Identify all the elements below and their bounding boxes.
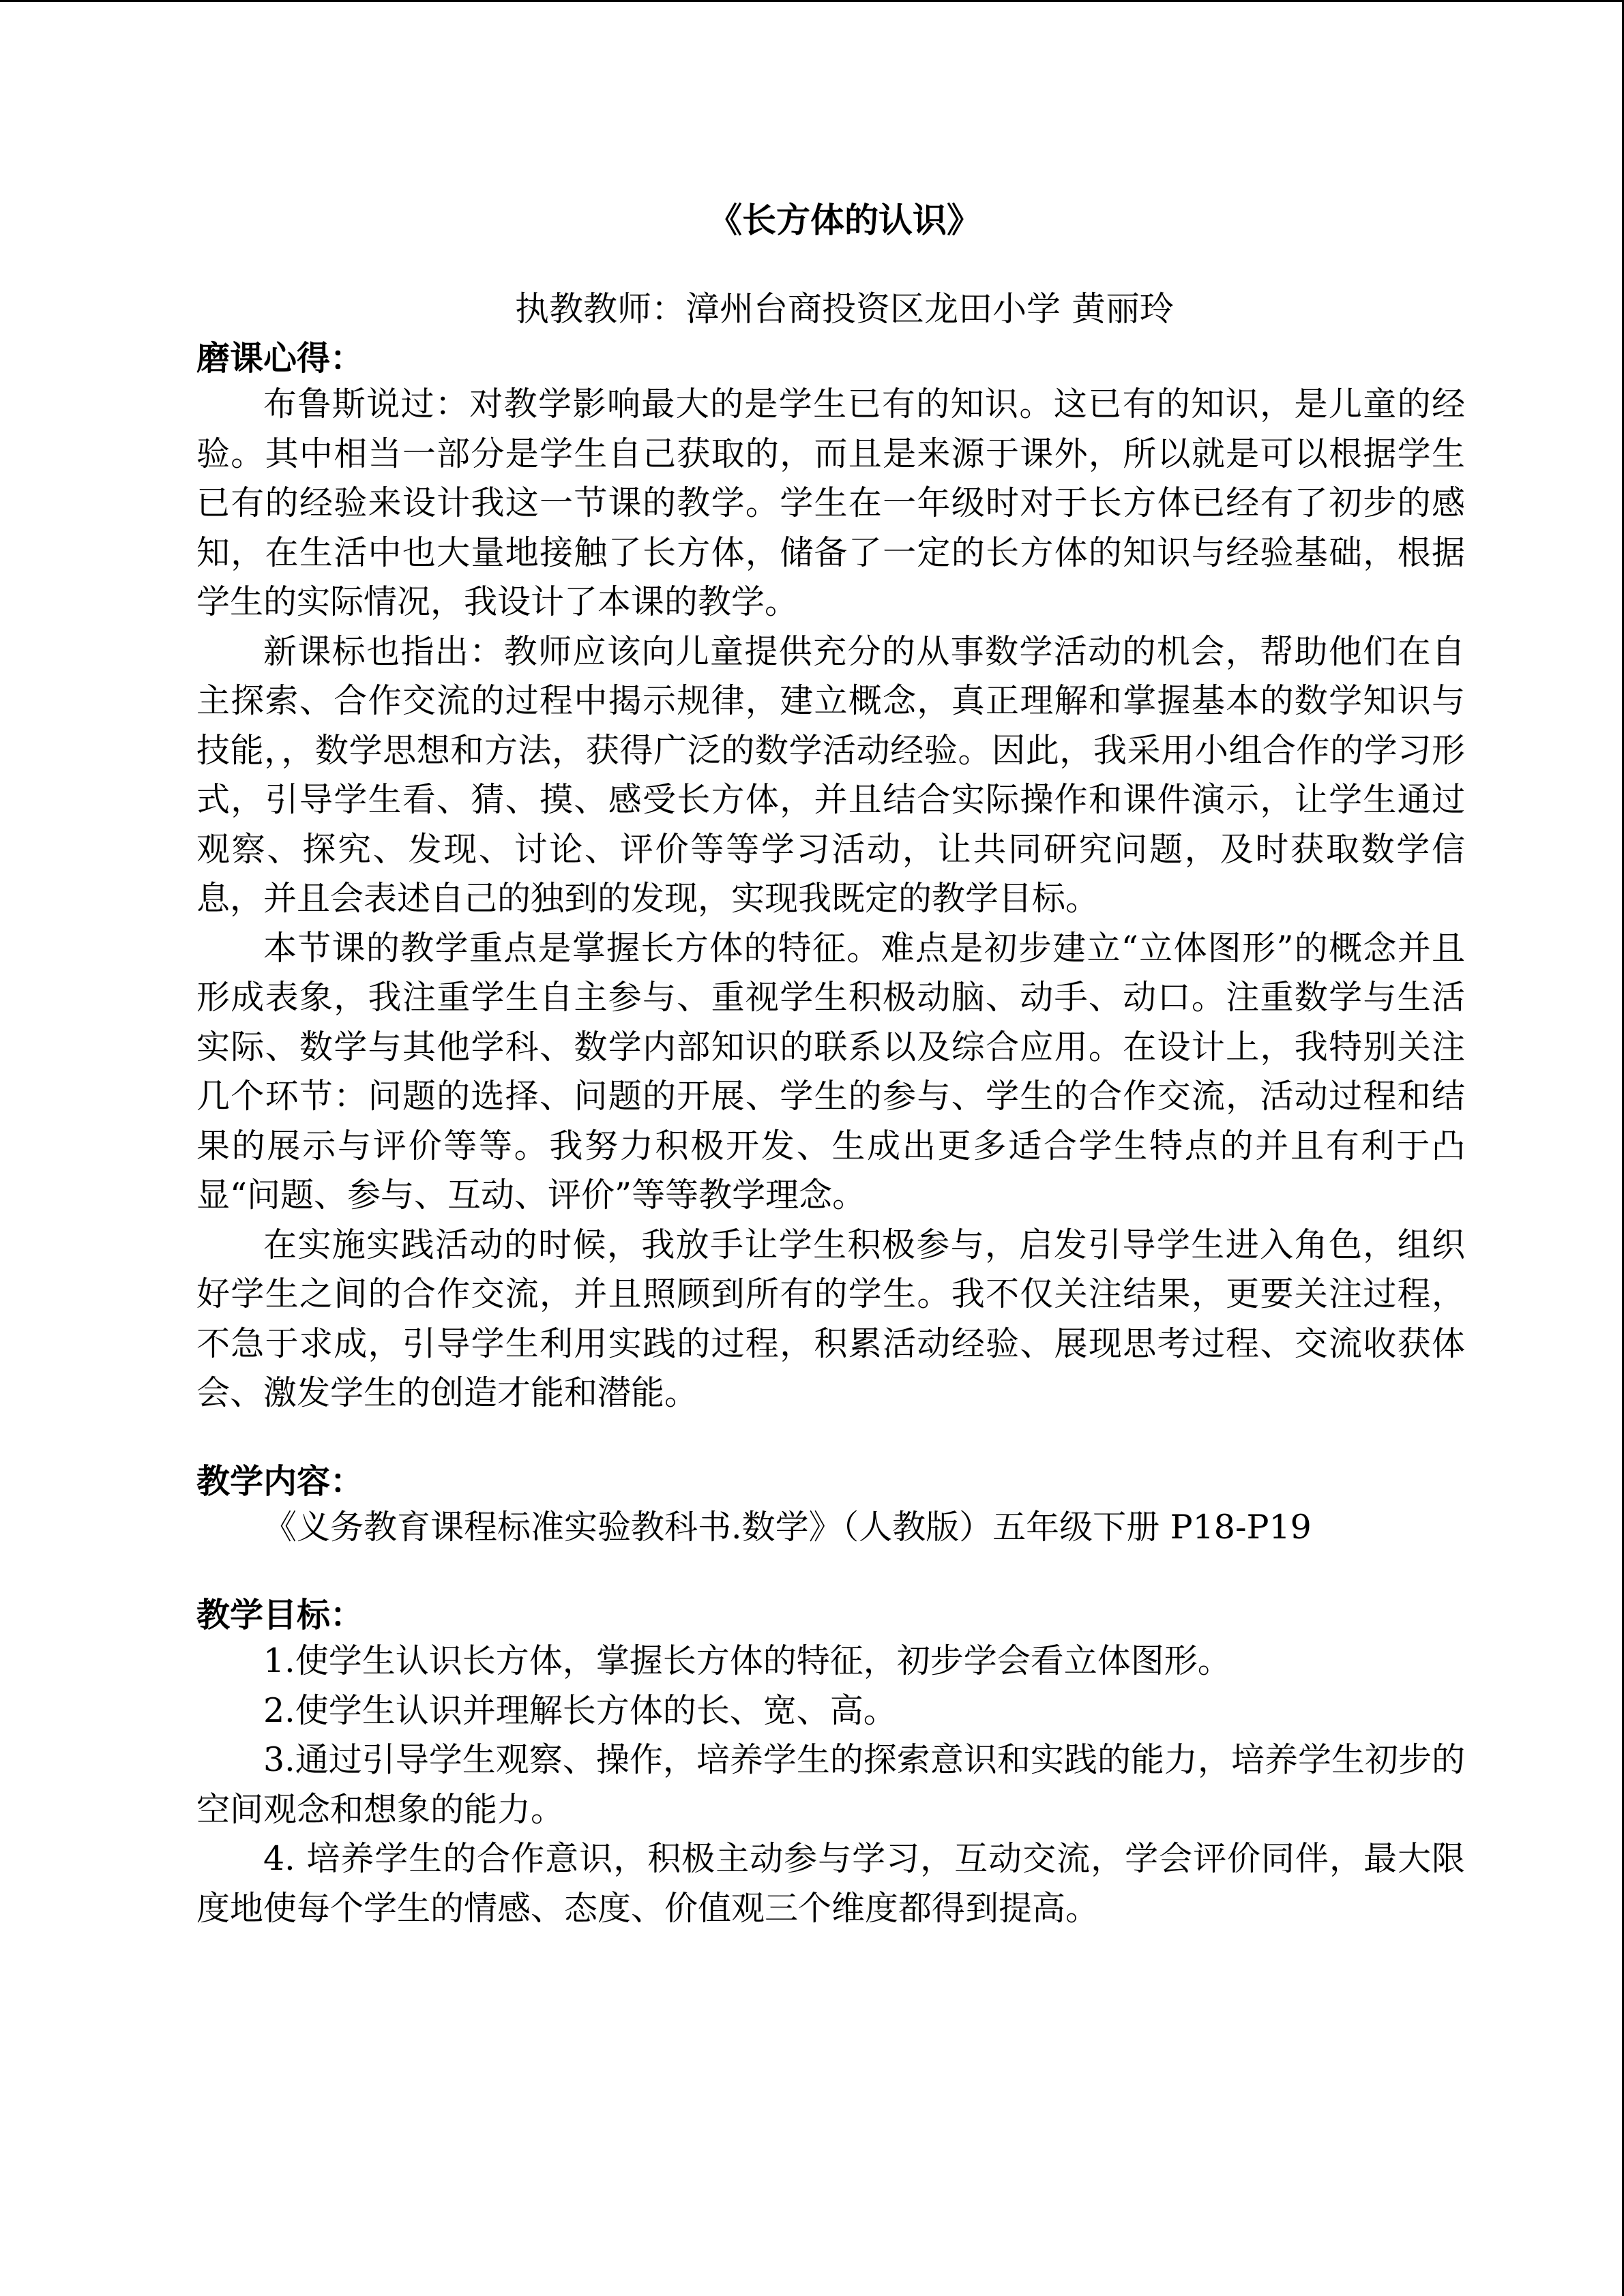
section-heading-objectives: 教学目标： (196, 1595, 364, 1635)
teaching-content-line: 《义务教育课程标准实验教科书.数学》（人教版）五年级下册 P18-P19 (263, 1507, 1312, 1547)
objective-item: 1.使学生认识长方体，掌握长方体的特征，初步学会看立体图形。 (263, 1641, 1231, 1680)
objective-item: 3.通过引导学生观察、操作，培养学生的探索意识和实践的能力，培养学生初步的空间观念和想象的能力。 (196, 1740, 1465, 1829)
objective-item: 4. 培养学生的合作意识，积极主动参与学习，互动交流，学会评价同伴，最大限度地使每个学生的情感、态度、价值观三个维度都得到提高。 (196, 1839, 1465, 1928)
section-spacer (196, 1552, 1465, 1593)
reflection-paragraph: 在实施实践活动的时候，我放手让学生积极参与，启发引导学生进入角色，组织好学生之间的合作交流，并且照顾到所有的学生。我不仅关注结果，更要关注过程，不急于求成，引导学生利用实践的过程，积累活动经验、展现思考过程、交流收获体会、激发学生的创造才能和潜能。 (196, 1225, 1465, 1412)
reflection-paragraph: 新课标也指出：教师应该向儿童提供充分的从事数学活动的机会，帮助他们在自主探索、合作交流的过程中揭示规律，建立概念，真正理解和掌握基本的数学知识与技能，，数学思想和方法，获得广泛的数学活动经验。因此，我采用小组合作的学习形式，引导学生看、猜、摸、感受长方体，并且结合实际操作和课件演示，让学生通过观察、探究、发现、讨论、评价等等学习活动，让共同研究问题，及时获取数学信息，并且会表述自己的独到的发现，实现我既定的教学目标。 (196, 631, 1465, 918)
document-title: 《长方体的认识》 (708, 200, 981, 240)
reflection-paragraph: 布鲁斯说过：对教学影响最大的是学生已有的知识。这已有的知识，是儿童的经验。其中相当一部分是学生自己获取的，而且是来源于课外，所以就是可以根据学生已有的经验来设计我这一节课的教学。学生在一年级时对于长方体已经有了初步的感知，在生活中也大量地接触了长方体，储备了一定的长方体的知识与经验基础，根据学生的实际情况，我设计了本课的教学。 (196, 385, 1465, 621)
section-spacer (196, 1418, 1465, 1459)
section-heading-content: 教学内容： (196, 1461, 364, 1501)
reflection-paragraph: 本节课的教学重点是掌握长方体的特征。难点是初步建立“立体图形”的概念并且形成表象，我注重学生自主参与、重视学生积极动脑、动手、动口。注重数学与生活实际、数学与其他学科、数学内部知识的联系以及综合应用。在设计上，我特别关注几个环节：问题的选择、问题的开展、学生的参与、学生的合作交流，活动过程和结果的展示与评价等等。我努力积极开发、生成出更多适合学生特点的并且有利于凸显“问题、参与、互动、评价”等等教学理念。 (196, 928, 1465, 1214)
objective-item: 2.使学生认识并理解长方体的长、宽、高。 (263, 1690, 897, 1730)
section-heading-reflection: 磨课心得： (196, 338, 364, 378)
teacher-byline: 执教教师：漳州台商投资区龙田小学 黄丽玲 (515, 289, 1174, 329)
document-content (196, 193, 1465, 1933)
